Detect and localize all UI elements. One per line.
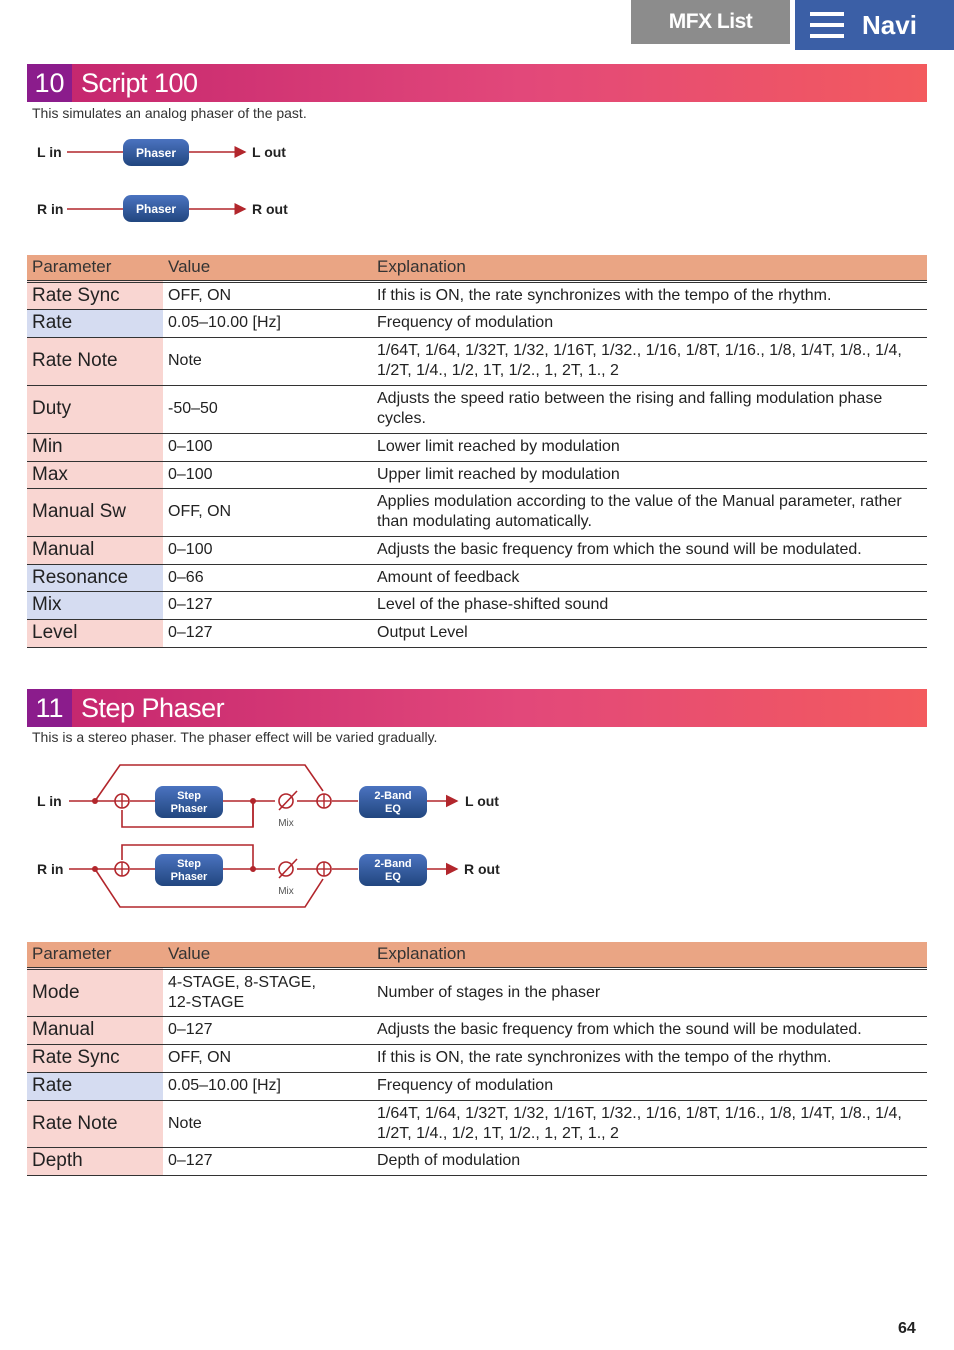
table-row [27,1016,927,1044]
param-name: Mix [27,591,163,619]
param-explanation: Adjusts the basic frequency from which the sound will be modulated. [372,536,927,564]
section-number: 11 [27,689,72,727]
l-out-label: L out [465,793,499,809]
table-row [27,564,927,591]
section-header-step-phaser [27,689,927,727]
mix-label-l: Mix [278,818,294,829]
param-value: 0–100 [163,461,372,488]
param-explanation: Level of the phase-shifted sound [372,591,927,619]
eq-r-line1: 2-Band [374,858,412,870]
param-value: 0–127 [163,591,372,619]
param-value: OFF, ON [163,1044,372,1072]
section-description: This simulates an analog phaser of the past. [32,105,307,121]
table-row [27,1044,927,1072]
step-phaser-r-line1: Step [177,858,201,870]
param-value: 0.05–10.00 [Hz] [163,309,372,337]
table-row [27,968,927,1016]
step-phaser-signal-diagram [27,755,527,915]
param-name: Level [27,619,163,647]
mix-label-r: Mix [278,886,294,897]
param-value [163,968,372,1016]
param-name: Min [27,433,163,461]
header-value: Value [163,942,372,968]
param-explanation: 1/64T, 1/64, 1/32T, 1/32, 1/16T, 1/32., 1/16, 1/8T, 1/16., 1/8, 1/4T, 1/8., 1/4, 1/2T, 1/4., 1/2, 1T, 1/2., 1, 2T, 1., 2 [372,1100,927,1147]
param-value: 0–127 [163,1147,372,1175]
param-value: Note [163,337,372,385]
eq-l-line2: EQ [385,803,401,815]
section-number: 10 [27,64,72,102]
param-value: 0–100 [163,536,372,564]
header-value: Value [163,255,372,281]
l-in-label: L in [37,793,62,809]
param-value: 0–127 [163,1016,372,1044]
param-value-line2: 12-STAGE [168,993,245,1011]
table-row [27,1072,927,1100]
param-name: Rate Sync [27,1044,163,1072]
step-phaser-parameter-table [27,942,927,1176]
param-explanation: Adjusts the speed ratio between the rising and falling modulation phase cycles. [372,385,927,433]
param-name: Duty [27,385,163,433]
param-value: 0.05–10.00 [Hz] [163,1072,372,1100]
param-value: OFF, ON [163,488,372,536]
param-value-line1: 4-STAGE, 8-STAGE, [168,973,316,991]
param-value: OFF, ON [163,281,372,309]
param-name: Rate Note [27,1100,163,1147]
table-row [27,433,927,461]
r-in-label: R in [37,201,64,217]
step-phaser-r-line2: Phaser [170,871,208,883]
param-name: Resonance [27,564,163,591]
mfx-list-button[interactable]: MFX List [631,0,790,44]
param-explanation: Depth of modulation [372,1147,927,1175]
param-name: Mode [27,968,163,1016]
table-row [27,619,927,647]
r-out-label: R out [252,201,288,217]
param-explanation: Lower limit reached by modulation [372,433,927,461]
param-explanation: If this is ON, the rate synchronizes with the tempo of the rhythm. [372,1044,927,1072]
table-row [27,337,927,385]
eq-l-line1: 2-Band [374,790,412,802]
table-row [27,281,927,309]
r-out-label: R out [464,861,500,877]
param-explanation: Frequency of modulation [372,1072,927,1100]
navi-button[interactable] [795,0,954,50]
table-row [27,385,927,433]
param-value: 0–127 [163,619,372,647]
param-value: -50–50 [163,385,372,433]
param-explanation: Amount of feedback [372,564,927,591]
navi-label: Navi [862,9,917,40]
param-explanation: Output Level [372,619,927,647]
header-explanation: Explanation [372,255,927,281]
menu-icon [810,12,844,38]
step-phaser-l-line1: Step [177,790,201,802]
param-name: Max [27,461,163,488]
param-value: 0–66 [163,564,372,591]
phaser-block-r-label: Phaser [135,202,177,216]
param-explanation: 1/64T, 1/64, 1/32T, 1/32, 1/16T, 1/32., 1/16, 1/8T, 1/16., 1/8, 1/4T, 1/8., 1/4, 1/2T, 1/4., 1/2, 1T, 1/2., 1, 2T, 1., 2 [372,337,927,385]
table-row [27,1100,927,1147]
param-value: 0–100 [163,433,372,461]
param-name: Rate [27,309,163,337]
param-name: Rate Sync [27,281,163,309]
param-name: Manual Sw [27,488,163,536]
eq-r-line2: EQ [385,871,401,883]
section-description: This is a stereo phaser. The phaser effect will be varied gradually. [32,729,438,745]
table-row [27,309,927,337]
param-name: Rate [27,1072,163,1100]
l-out-label: L out [252,144,286,160]
param-name: Rate Note [27,337,163,385]
param-explanation: Upper limit reached by modulation [372,461,927,488]
param-explanation: Applies modulation according to the value of the Manual parameter, rather than modulating automatically. [372,488,927,536]
header-parameter: Parameter [27,255,163,281]
section-title: Step Phaser [81,692,225,723]
param-name: Manual [27,1016,163,1044]
param-value: Note [163,1100,372,1147]
param-explanation: Adjusts the basic frequency from which the sound will be modulated. [372,1016,927,1044]
script-100-parameter-table [27,255,927,648]
param-explanation: If this is ON, the rate synchronizes with the tempo of the rhythm. [372,281,927,309]
param-explanation: Frequency of modulation [372,309,927,337]
table-row [27,536,927,564]
table-row [27,591,927,619]
param-name: Depth [27,1147,163,1175]
script-100-signal-diagram [27,130,327,230]
section-header-script-100 [27,64,927,102]
l-in-label: L in [37,144,62,160]
param-name: Manual [27,536,163,564]
param-explanation: Number of stages in the phaser [372,968,927,1016]
step-phaser-l-line2: Phaser [170,803,208,815]
table-row [27,461,927,488]
header-parameter: Parameter [27,942,163,968]
section-title: Script 100 [81,67,198,98]
table-row [27,1147,927,1175]
header-explanation: Explanation [372,942,927,968]
r-in-label: R in [37,861,64,877]
table-row [27,488,927,536]
phaser-block-l-label: Phaser [135,146,177,160]
page-number: 64 [898,1320,916,1337]
